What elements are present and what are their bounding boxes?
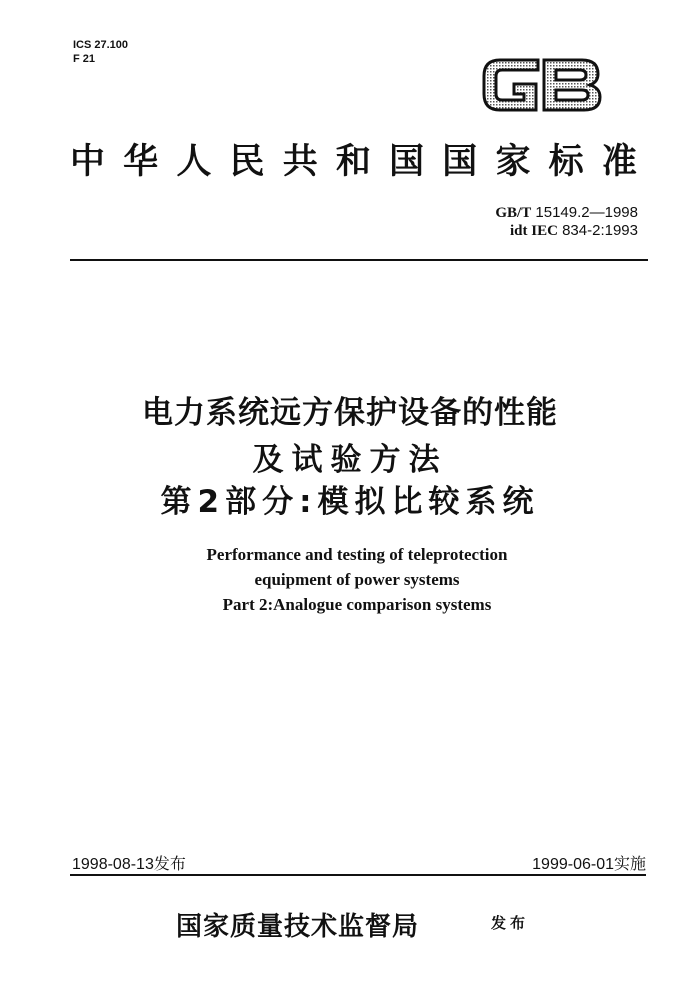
english-title-line-3: Part 2:Analogue comparison systems [222, 595, 492, 614]
issuing-authority: 国家质量技术监督局 [176, 912, 420, 942]
standard-number [495, 204, 638, 222]
standard-code: 15149.2—1998 [535, 204, 638, 221]
ics-code: ICS 27.100 [73, 39, 129, 51]
header-divider [70, 259, 648, 261]
issued-label: 发布 [491, 914, 530, 932]
national-standard-title: 中 华 人 民 共 和 国 国 家 标 准 [70, 141, 640, 182]
gb-logo [478, 50, 606, 120]
footer-divider [70, 874, 646, 876]
classification-codes [73, 38, 128, 66]
identical-standard [495, 222, 638, 240]
issue-date: 1998-08-13发布 [72, 856, 186, 873]
chinese-title-line-1: 电力系统远方保护设备的性能 [142, 395, 558, 431]
chinese-title-line-3: 第2部分:模拟比较系统 [160, 484, 540, 520]
chinese-title-line-2: 及试验方法 [252, 442, 448, 478]
english-title-line-1: Performance and testing of teleprotection [206, 545, 508, 564]
implementation-date: 1999-06-01实施 [532, 856, 646, 873]
english-title-line-2: equipment of power systems [254, 570, 460, 589]
ccs-code: F 21 [73, 53, 96, 65]
idt-code: 834-2:1993 [562, 222, 638, 239]
standard-prefix: GB/T [495, 205, 532, 221]
standard-number-block [495, 204, 638, 240]
idt-prefix: idt IEC [509, 223, 558, 239]
